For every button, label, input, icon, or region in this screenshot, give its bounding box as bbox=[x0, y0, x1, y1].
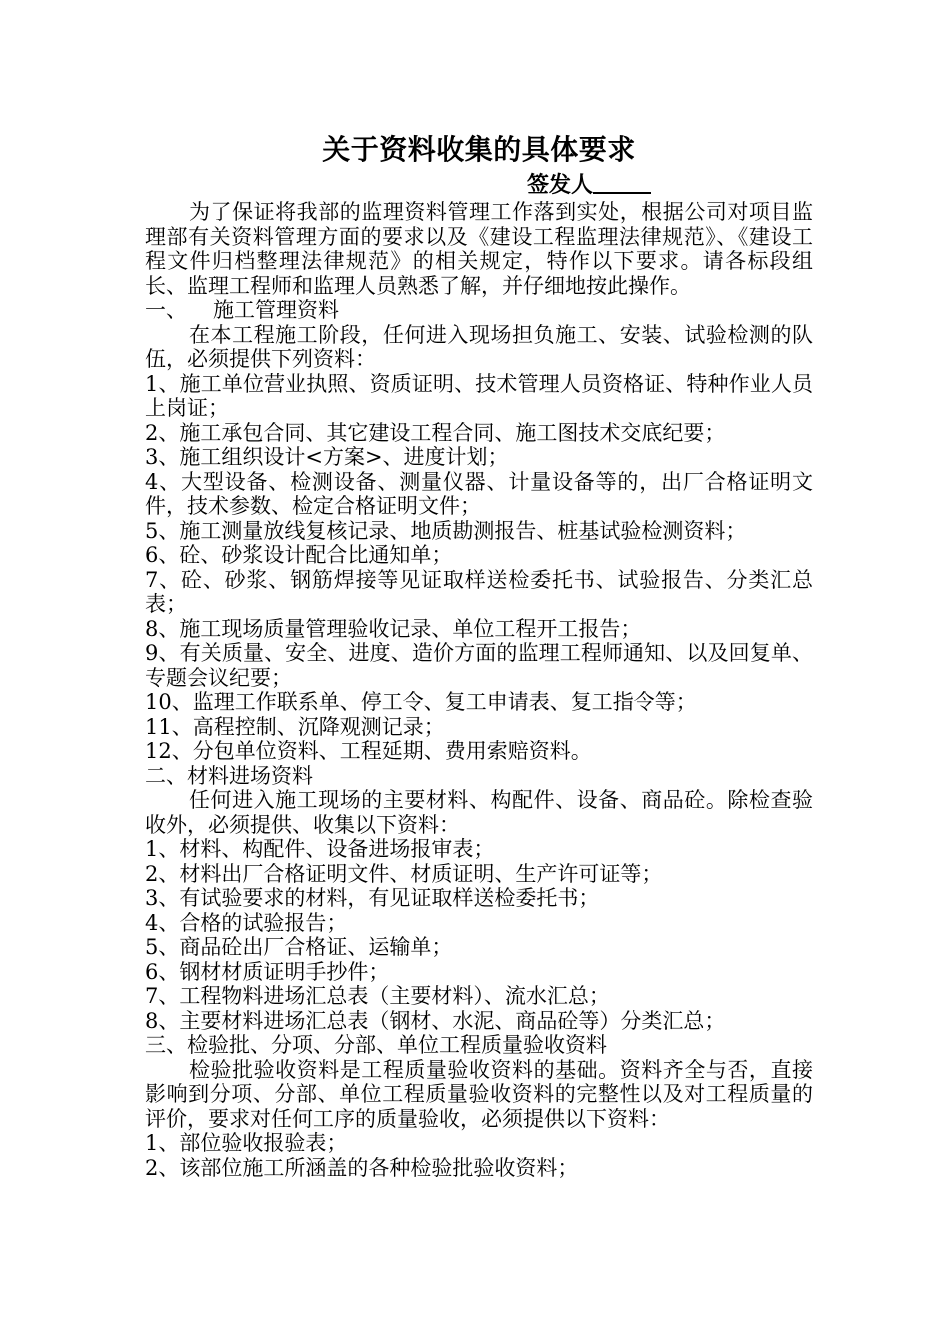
list-item: 1、施工单位营业执照、资质证明、技术管理人员资格证、特种作业人员上岗证； bbox=[145, 371, 813, 420]
list-item: 6、钢材材质证明手抄件； bbox=[145, 959, 390, 984]
list-item: 2、材料出厂合格证明文件、材质证明、生产许可证等； bbox=[145, 861, 663, 886]
list-item: 3、施工组织设计<方案>、进度计划； bbox=[145, 445, 509, 469]
section-heading bbox=[145, 764, 813, 789]
list-item: 10、监理工作联系单、停工令、复工申请表、复工指令等； bbox=[145, 690, 697, 714]
signer-line bbox=[145, 170, 813, 200]
list-item: 8、施工现场质量管理验收记录、单位工程开工报告； bbox=[145, 616, 642, 641]
section-number: 一、 bbox=[145, 298, 187, 322]
signer-label: 签发人 bbox=[526, 172, 593, 198]
signer-blank bbox=[593, 172, 651, 194]
section-intro: 检验批验收资料是工程质量验收资料的基础。资料齐全与否，直接影响到分项、分部、单位工程质量验收资料的完整性以及对工程质量的评价，要求对任何工序的质量验收，必须提供以下资料： bbox=[145, 1057, 813, 1131]
section-title: 检验批、分项、分部、单位工程质量验收资料 bbox=[187, 1033, 607, 1057]
list-item: 4、合格的试验报告； bbox=[145, 910, 348, 935]
list-item: 2、该部位施工所涵盖的各种检验批验收资料； bbox=[145, 1155, 579, 1180]
list-item: 3、有试验要求的材料，有见证取样送检委托书； bbox=[145, 886, 600, 910]
section-heading bbox=[145, 1033, 813, 1058]
list-item: 1、部位验收报验表； bbox=[145, 1131, 348, 1155]
list-item: 2、施工承包合同、其它建设工程合同、施工图技术交底纪要； bbox=[145, 420, 726, 445]
section-intro: 任何进入施工现场的主要材料、构配件、设备、商品砼。除检查验收外，必须提供、收集以下资料： bbox=[145, 788, 813, 837]
list-item: 9、有关质量、安全、进度、造价方面的监理工程师通知、以及回复单、专题会议纪要； bbox=[145, 641, 813, 690]
list-item: 1、材料、构配件、设备进场报审表； bbox=[145, 837, 495, 861]
list-item: 12、分包单位资料、工程延期、费用索赔资料。 bbox=[145, 739, 592, 763]
document-title: 关于资料收集的具体要求 bbox=[322, 133, 636, 166]
section-title: 材料进场资料 bbox=[187, 763, 313, 788]
list-item: 5、施工测量放线复核记录、地质勘测报告、桩基试验检测资料； bbox=[145, 518, 747, 543]
section-title: 施工管理资料 bbox=[213, 298, 339, 322]
document-page bbox=[145, 130, 813, 1180]
list-item: 8、主要材料进场汇总表（钢材、水泥、商品砼等）分类汇总； bbox=[145, 1008, 726, 1033]
list-item: 11、高程控制、沉降观测记录； bbox=[145, 714, 445, 739]
intro-paragraph: 为了保证将我部的监理资料管理工作落到实处，根据公司对项目监理部有关资料管理方面的要求以及《建设工程监理法律规范》、《建设工程文件归档整理法律规范》的相关规定，特作以下要求。请各标段组长、监理工程师和监理人员熟悉了解，并仔细地按此操作。 bbox=[145, 200, 813, 298]
section-heading bbox=[145, 298, 813, 323]
list-item: 6、砼、砂浆设计配合比通知单； bbox=[145, 543, 453, 567]
section-number: 三、 bbox=[145, 1033, 187, 1057]
list-item: 7、砼、砂浆、钢筋焊接等见证取样送检委托书、试验报告、分类汇总表； bbox=[145, 567, 813, 616]
list-item: 7、工程物料进场汇总表（主要材料）、流水汇总； bbox=[145, 984, 610, 1008]
section-intro: 在本工程施工阶段，任何进入现场担负施工、安装、试验检测的队伍，必须提供下列资料： bbox=[145, 322, 813, 371]
list-item: 5、商品砼出厂合格证、运输单； bbox=[145, 935, 453, 959]
section-number: 二、 bbox=[145, 763, 187, 788]
list-item: 4、大型设备、检测设备、测量仪器、计量设备等的，出厂合格证明文件，技术参数、检定合格证明文件； bbox=[145, 469, 813, 518]
